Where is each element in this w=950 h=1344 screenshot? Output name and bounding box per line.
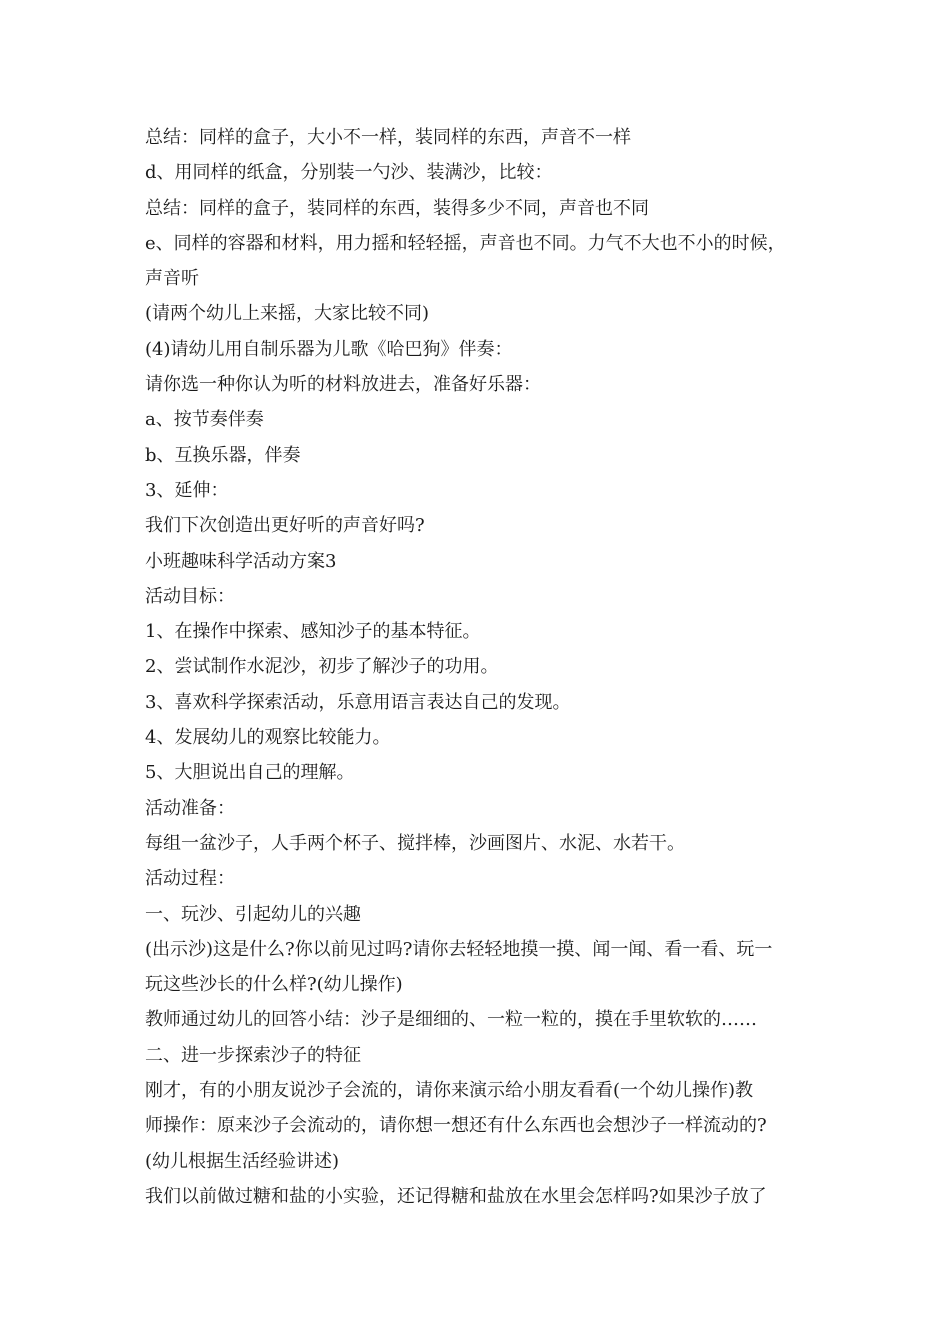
document-body — [145, 120, 825, 1214]
text-line: 我们下次创造出更好听的声音好吗? — [145, 515, 425, 537]
document-section-title: 小班趣味科学活动方案3 — [145, 550, 337, 572]
text-line: 教师通过幼儿的回答小结：沙子是细细的、一粒一粒的，摸在手里软软的…… — [145, 1009, 757, 1031]
section-heading: 一、玩沙、引起幼儿的兴趣 — [145, 903, 361, 925]
text-line: 刚才，有的小朋友说沙子会流的，请你来演示给小朋友看看(一个幼儿操作)教 — [145, 1080, 754, 1102]
text-line: d、用同样的纸盒，分别装一勺沙、装满沙，比较： — [145, 162, 553, 184]
text-line: (出示沙)这是什么?你以前见过吗?请你去轻轻地摸一摸、闻一闻、看一看、玩一 — [145, 938, 773, 960]
section-heading: 3、延伸： — [145, 479, 229, 501]
text-line: (请两个幼儿上来摇，大家比较不同) — [145, 303, 430, 325]
text-line: 总结：同样的盒子，装同样的东西，装得多少不同，声音也不同 — [145, 197, 649, 219]
text-line: 请你选一种你认为听的材料放进去，准备好乐器： — [145, 374, 541, 396]
list-item: 4、发展幼儿的观察比较能力。 — [145, 727, 391, 749]
text-line: 我们以前做过糖和盐的小实验，还记得糖和盐放在水里会怎样吗?如果沙子放了 — [145, 1185, 767, 1207]
text-line: (4)请幼儿用自制乐器为儿歌《哈巴狗》伴奏： — [145, 338, 513, 360]
text-line: 总结：同样的盒子，大小不一样，装同样的东西，声音不一样 — [145, 127, 631, 148]
text-line: 玩这些沙长的什么样?(幼儿操作) — [145, 974, 403, 996]
text-line: e、同样的容器和材料，用力摇和轻轻摇，声音也不同。力气不大也不小的时候， — [145, 232, 786, 254]
section-heading: 活动过程： — [145, 868, 235, 890]
section-heading: 活动目标： — [145, 585, 235, 607]
text-line: (幼儿根据生活经验讲述) — [145, 1150, 340, 1172]
list-item: 2、尝试制作水泥沙，初步了解沙子的功用。 — [145, 656, 499, 678]
text-line: 每组一盆沙子，人手两个杯子、搅拌棒，沙画图片、水泥、水若干。 — [145, 832, 685, 854]
list-item: 3、喜欢科学探索活动，乐意用语言表达自己的发现。 — [145, 691, 571, 713]
section-heading: 活动准备： — [145, 797, 235, 819]
text-line: 师操作：原来沙子会流动的，请你想一想还有什么东西也会想沙子一样流动的? — [145, 1115, 767, 1137]
list-item: a、按节奏伴奏 — [145, 409, 264, 431]
list-item: b、互换乐器，伴奏 — [145, 444, 301, 466]
list-item: 5、大胆说出自己的理解。 — [145, 762, 355, 784]
section-heading: 二、进一步探索沙子的特征 — [145, 1044, 361, 1066]
text-line: 声音听 — [145, 268, 199, 290]
list-item: 1、在操作中探索、感知沙子的基本特征。 — [145, 621, 481, 643]
